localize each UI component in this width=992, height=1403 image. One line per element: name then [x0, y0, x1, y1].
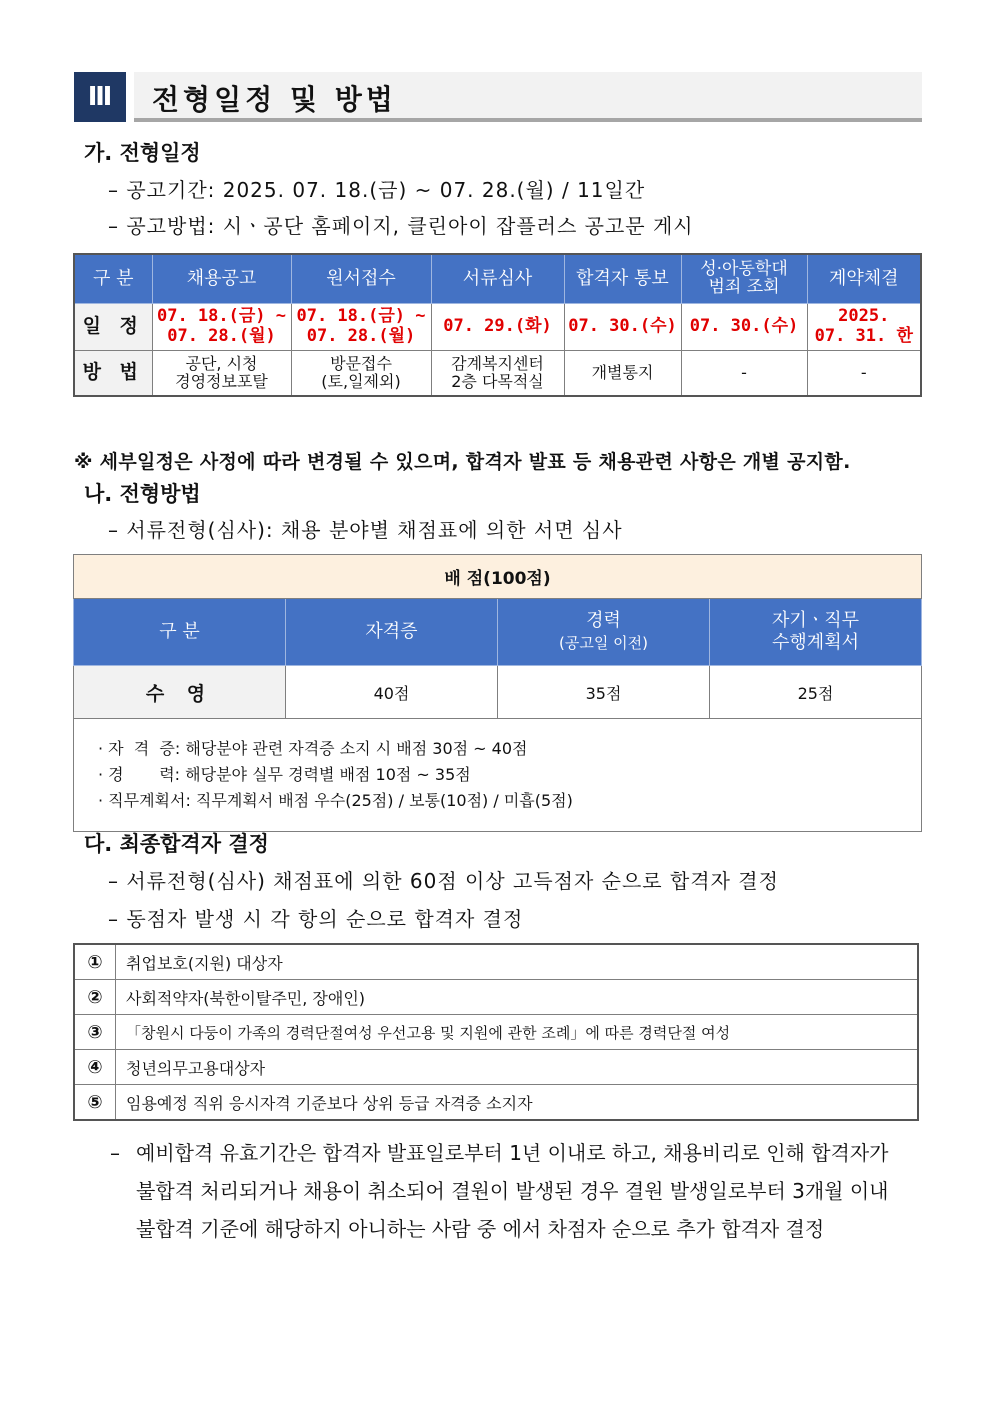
schedule-header: 구 분: [74, 254, 152, 304]
rank-number: ①: [74, 944, 116, 980]
table-row: [74, 1015, 918, 1050]
schedule-header: 합격자 통보: [564, 254, 681, 304]
row-label: 방 법: [74, 351, 152, 397]
table-row: [74, 1050, 918, 1085]
schedule-cell: 07. 30.(수): [564, 304, 681, 351]
schedule-cell: 07. 29.(화): [431, 304, 564, 351]
schedule-header: 원서접수: [291, 254, 431, 304]
rank-text: 청년의무고용대상자: [116, 1050, 919, 1085]
rank-number: ②: [74, 980, 116, 1015]
score-header: 자격증: [286, 599, 498, 666]
table-row: [74, 944, 918, 980]
paragraph-line: 불합격 기준에 해당하지 아니하는 사람 중 에서 차점자 순으로 추가 합격자 결정: [136, 1217, 825, 1241]
heading-schedule: 가. 전형일정: [84, 141, 201, 165]
schedule-header: 성·아동학대 범죄 조회: [681, 254, 807, 304]
schedule-header: 서류심사: [431, 254, 564, 304]
reserve-paragraph: [110, 1134, 922, 1248]
method-cell: 개별통지: [564, 351, 681, 397]
score-header: [710, 599, 922, 666]
announce-period: – 공고기간: 2025. 07. 18.(금) ~ 07. 28.(월) / 11일간: [108, 178, 646, 202]
schedule-cell: 2025. 07. 31. 한: [807, 304, 921, 351]
method-cell: -: [681, 351, 807, 397]
rank-number: ⑤: [74, 1085, 116, 1121]
notice-text: ※ 세부일정은 사정에 따라 변경될 수 있으며, 합격자 발표 등 채용관련 사항은 개별 공지함.: [74, 451, 851, 473]
rank-text: 「창원시 다둥이 가족의 경력단절여성 우선고용 및 지원에 관한 조례」에 따른 경력단절 여성: [116, 1015, 919, 1050]
schedule-cell: 07. 18.(금) ~ 07. 28.(월): [291, 304, 431, 351]
score-header-plan-sub: 수행계획서: [772, 632, 859, 653]
bullet-dash: –: [110, 1141, 120, 1165]
table-row: [74, 1085, 918, 1121]
section-number: Ⅲ: [74, 72, 126, 122]
announce-method: – 공고방법: 시ㆍ공단 홈페이지, 클린아이 잡플러스 공고문 게시: [108, 214, 694, 238]
score-header: [498, 599, 710, 666]
score-header-row: [74, 599, 922, 666]
score-header: 구 분: [74, 599, 286, 666]
schedule-method-row: [74, 351, 921, 397]
method-cell: 방문접수 (토,일제외): [291, 351, 431, 397]
rank-number: ④: [74, 1050, 116, 1085]
schedule-header: 계약체결: [807, 254, 921, 304]
final-line: – 서류전형(심사) 채점표에 의한 60점 이상 고득점자 순으로 합격자 결정: [108, 869, 779, 893]
rank-text: 취업보호(지원) 대상자: [116, 944, 919, 980]
rank-text: 사회적약자(북한이탈주민, 장애인): [116, 980, 919, 1015]
score-note: · 직무계획서: 직무계획서 배점 우수(25점) / 보통(10점) / 미흡(5점): [98, 791, 573, 810]
score-value-row: [74, 666, 922, 719]
score-value: 40점: [286, 666, 498, 719]
schedule-header-row: [74, 254, 921, 304]
schedule-cell: 07. 30.(수): [681, 304, 807, 351]
row-label: 수 영: [74, 666, 286, 719]
method-cell: 감계복지센터 2층 다목적실: [431, 351, 564, 397]
score-table: [73, 554, 922, 832]
score-note: · 자 격 증: 해당분야 관련 자격증 소지 시 배점 30점 ~ 40점: [98, 739, 528, 758]
score-title: 배 점(100점): [74, 555, 922, 599]
schedule-table: [73, 253, 922, 397]
schedule-cell: 07. 18.(금) ~ 07. 28.(월): [152, 304, 291, 351]
paragraph-line: 예비합격 유효기간은 합격자 발표일로부터 1년 이내로 하고, 채용비리로 인해 합격자가: [136, 1141, 889, 1165]
table-row: [74, 980, 918, 1015]
schedule-header: 채용공고: [152, 254, 291, 304]
method-cell: -: [807, 351, 921, 397]
score-value: 35점: [498, 666, 710, 719]
paragraph-line: 불합격 처리되거나 채용이 취소되어 결원이 발생된 경우 결원 발생일로부터 3개월 이내: [136, 1179, 889, 1203]
method-line: – 서류전형(심사): 채용 분야별 채점표에 의한 서면 심사: [108, 518, 623, 542]
schedule-date-row: [74, 304, 921, 351]
score-value: 25점: [710, 666, 922, 719]
score-header-plan: 자기ㆍ직무: [772, 610, 859, 632]
score-header-career-sub: (공고일 이전): [559, 634, 648, 652]
heading-final: 다. 최종합격자 결정: [84, 832, 269, 856]
score-notes: [74, 719, 922, 832]
section-title: 전형일정 및 방법: [152, 83, 397, 116]
tie-break-table: [73, 943, 919, 1121]
final-line: – 동점자 발생 시 각 항의 순으로 합격자 결정: [108, 907, 524, 931]
row-label: 일 정: [74, 304, 152, 351]
score-header-career: 경력: [586, 610, 621, 632]
score-note: · 경 력: 해당분야 실무 경력별 배점 10점 ~ 35점: [98, 765, 471, 784]
rank-number: ③: [74, 1015, 116, 1050]
method-cell: 공단, 시청 경영정보포탈: [152, 351, 291, 397]
rank-text: 임용예정 직위 응시자격 기준보다 상위 등급 자격증 소지자: [116, 1085, 919, 1121]
heading-method: 나. 전형방법: [84, 482, 201, 506]
